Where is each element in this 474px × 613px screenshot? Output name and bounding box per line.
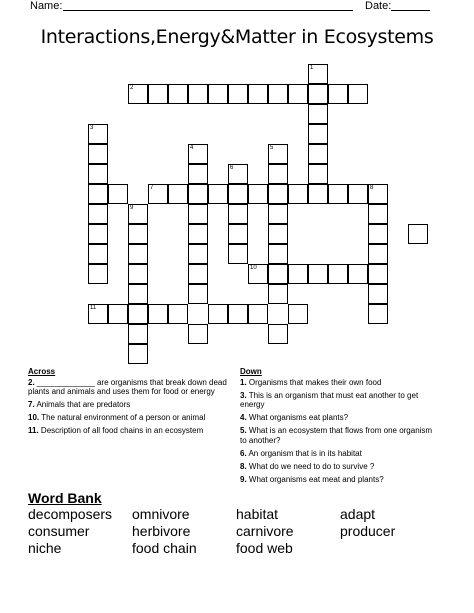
clue-number-label: 7 [150, 185, 154, 191]
word-bank-item: herbivore [132, 523, 191, 539]
name-label: Name: [30, 0, 63, 12]
crossword-cell[interactable] [168, 84, 188, 104]
word-bank-item: adapt [340, 506, 376, 522]
clue-number: 10. [28, 413, 40, 422]
crossword-cell[interactable] [308, 104, 328, 124]
crossword-cell[interactable] [308, 64, 328, 84]
crossword-cell[interactable] [88, 244, 108, 264]
clue-text: Description of all food chains in an ecosystem [40, 426, 204, 435]
crossword-cell[interactable] [228, 244, 248, 264]
clue-number-label: 9 [130, 205, 134, 211]
word-bank-item: consumer [28, 523, 90, 539]
down-clue-8 [240, 462, 436, 472]
crossword-cell[interactable] [228, 164, 248, 184]
crossword-cell[interactable] [148, 84, 168, 104]
crossword-cell[interactable] [168, 304, 188, 324]
crossword-cell[interactable] [148, 184, 168, 204]
crossword-cell[interactable] [128, 284, 148, 304]
crossword-cell[interactable] [88, 264, 108, 284]
clue-number-label: 1 [310, 65, 314, 71]
crossword-cell[interactable] [308, 164, 328, 184]
crossword-cell[interactable] [208, 304, 228, 324]
crossword-cell[interactable] [88, 144, 108, 164]
crossword-cell[interactable] [288, 264, 308, 284]
crossword-cell[interactable] [308, 84, 328, 104]
crossword-cell[interactable] [268, 204, 288, 224]
crossword-cell[interactable] [268, 164, 288, 184]
clue-text: What do we need to do to survive ? [248, 461, 375, 471]
crossword-cell[interactable] [248, 84, 268, 104]
crossword-cell[interactable] [128, 344, 148, 364]
crossword-cell[interactable] [88, 304, 108, 324]
clue-number: 7. [28, 400, 35, 409]
clue-text: What is an ecosystem that flows from one organism to another? [240, 426, 433, 445]
crossword-cell[interactable] [128, 324, 148, 344]
crossword-cell[interactable] [248, 184, 268, 204]
crossword-cell[interactable] [368, 224, 388, 244]
crossword-cell[interactable] [328, 84, 348, 104]
crossword-cell[interactable] [348, 264, 368, 284]
word-bank-item: producer [340, 523, 396, 539]
clue-number-label: 6 [230, 165, 234, 171]
crossword-cell[interactable] [128, 204, 148, 224]
word-bank-item: food web [236, 540, 293, 556]
crossword-cell[interactable] [268, 144, 288, 164]
crossword-cell[interactable] [108, 304, 128, 324]
crossword-cell[interactable] [348, 84, 368, 104]
crossword-cell[interactable] [88, 184, 108, 204]
crossword-cell[interactable] [128, 304, 148, 324]
crossword-cell[interactable] [368, 204, 388, 224]
crossword-cell[interactable] [248, 264, 268, 284]
clue-number-label: 11 [90, 305, 97, 311]
word-bank-item: carnivore [236, 523, 294, 539]
down-heading: Down [240, 367, 262, 376]
crossword-cell[interactable] [268, 224, 288, 244]
crossword-cell[interactable] [368, 184, 388, 204]
crossword-cell[interactable] [308, 264, 328, 284]
word-bank-item: decomposers [28, 506, 113, 522]
crossword-cell[interactable] [248, 304, 268, 324]
word-bank-item: food chain [132, 540, 197, 556]
clue-number: 4. [240, 413, 247, 422]
clue-text: This is an organism that must eat another to get energy [240, 390, 419, 409]
crossword-cell[interactable] [268, 84, 288, 104]
crossword-cell[interactable] [228, 184, 248, 204]
clue-number-label: 10 [250, 265, 257, 271]
clue-text: An organism that is in its habitat [248, 448, 362, 458]
clue-text: Organisms that makes their own food [248, 377, 382, 387]
word-bank-heading: Word Bank [28, 490, 102, 506]
crossword-cell[interactable] [268, 284, 288, 304]
crossword-cell[interactable] [408, 224, 428, 244]
crossword-cell[interactable] [368, 284, 388, 304]
across-clue-11 [28, 426, 228, 436]
crossword-cell[interactable] [188, 164, 208, 184]
crossword-cell[interactable] [148, 304, 168, 324]
clue-number-label: 8 [370, 185, 374, 191]
crossword-cell[interactable] [88, 204, 108, 224]
crossword-cell[interactable] [328, 264, 348, 284]
crossword-cell[interactable] [88, 124, 108, 144]
down-clues [240, 367, 436, 488]
crossword-cell[interactable] [308, 184, 328, 204]
clue-number: 6. [240, 448, 247, 458]
clue-number-label: 4 [190, 145, 194, 151]
down-clue-6 [240, 449, 436, 459]
clue-text: Animals that are predators [36, 400, 131, 409]
clue-text: What organisms eat meat and plants? [248, 474, 384, 484]
crossword-cell[interactable] [188, 144, 208, 164]
down-clue-9 [240, 475, 436, 485]
crossword-cell[interactable] [128, 244, 148, 264]
clue-number: 1. [240, 377, 247, 387]
word-bank-item: habitat [236, 506, 279, 522]
crossword-cell[interactable] [268, 324, 288, 344]
across-heading: Across [28, 367, 56, 376]
clue-number: 3. [240, 390, 247, 400]
crossword-cell[interactable] [188, 324, 208, 344]
crossword-cell[interactable] [188, 224, 208, 244]
crossword-cell[interactable] [188, 244, 208, 264]
crossword-cell[interactable] [328, 184, 348, 204]
crossword-cell[interactable] [228, 304, 248, 324]
clue-number-label: 5 [270, 145, 274, 151]
crossword-cell[interactable] [368, 264, 388, 284]
across-clues [28, 367, 228, 439]
crossword-cell[interactable] [228, 84, 248, 104]
page-title: Interactions,Energy&Matter in Ecosystems [40, 26, 434, 48]
crossword-cell[interactable] [348, 184, 368, 204]
crossword-cell[interactable] [268, 264, 288, 284]
crossword-cell[interactable] [208, 184, 228, 204]
crossword-cell[interactable] [88, 224, 108, 244]
crossword-cell[interactable] [368, 244, 388, 264]
down-clue-5 [240, 426, 436, 445]
clue-number: 11. [28, 426, 39, 435]
clue-text: _____________ are organisms that break down dead plants and animals and uses them for food or energy [28, 377, 227, 396]
crossword-cell[interactable] [228, 204, 248, 224]
crossword-cell[interactable] [308, 144, 328, 164]
crossword-cell[interactable] [88, 164, 108, 184]
clue-number: 2. [28, 377, 35, 387]
date-label: Date: [365, 0, 392, 12]
crossword-cell[interactable] [288, 84, 308, 104]
crossword-cell[interactable] [268, 184, 288, 204]
clue-number: 5. [240, 426, 247, 435]
word-bank-item: omnivore [132, 506, 190, 522]
crossword-cell[interactable] [188, 264, 208, 284]
across-clue-2 [28, 378, 228, 397]
crossword-cell[interactable] [188, 84, 208, 104]
across-clue-10 [28, 413, 228, 423]
crossword-cell[interactable] [128, 224, 148, 244]
clue-number-label: 3 [90, 125, 94, 131]
crossword-cell[interactable] [188, 204, 208, 224]
across-clue-7 [28, 400, 228, 410]
crossword-cell[interactable] [208, 84, 228, 104]
crossword-cell[interactable] [308, 124, 328, 144]
word-bank-item: niche [28, 540, 62, 556]
crossword-cell[interactable] [188, 284, 208, 304]
clue-number: 9. [240, 474, 247, 484]
crossword-cell[interactable] [108, 184, 128, 204]
crossword-cell[interactable] [228, 224, 248, 244]
clue-text: What organisms eat plants? [248, 413, 349, 422]
down-clue-3 [240, 391, 436, 410]
crossword-cell[interactable] [128, 264, 148, 284]
crossword-cell[interactable] [288, 304, 308, 324]
crossword-cell[interactable] [188, 184, 208, 204]
crossword-cell[interactable] [368, 304, 388, 324]
crossword-cell[interactable] [128, 84, 148, 104]
clue-text: The natural environment of a person or animal [41, 413, 206, 422]
clue-number: 8. [240, 461, 247, 471]
crossword-cell[interactable] [268, 244, 288, 264]
down-clue-4 [240, 413, 436, 423]
down-clue-1 [240, 378, 436, 388]
clue-number-label: 2 [130, 85, 134, 91]
crossword-cell[interactable] [288, 184, 308, 204]
crossword-cell[interactable] [168, 184, 188, 204]
